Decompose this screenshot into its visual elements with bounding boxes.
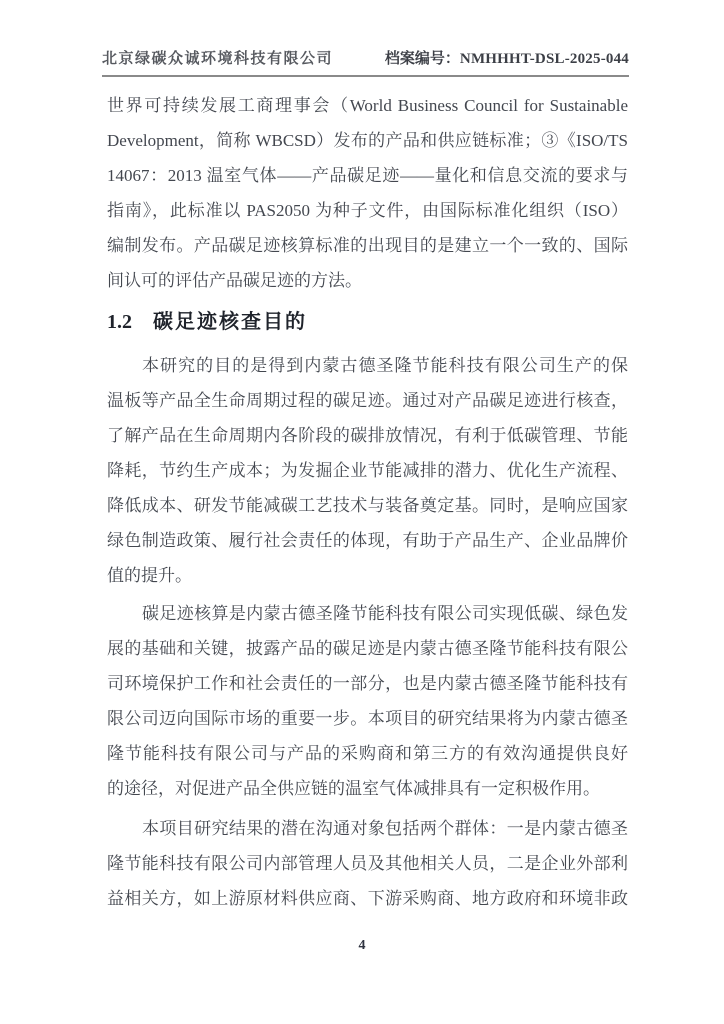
text-line: 14067：2013 温室气体——产品碳足迹——量化和信息交流的要求与: [107, 166, 628, 185]
text-line: 隆节能科技有限公司内部管理人员及其他相关人员，二是企业外部利: [107, 854, 628, 873]
text-line: 降耗，节约生产成本；为发掘企业节能减排的潜力、优化生产流程、: [107, 461, 628, 480]
header-doc-number: [385, 47, 629, 68]
text-line: 指南》，此标准以 PAS2050 为种子文件，由国际标准化组织（ISO）: [107, 201, 628, 220]
section-number: 1.2: [107, 311, 132, 333]
text-line: 本项目研究结果的潜在沟通对象包括两个群体：一是内蒙古德圣: [142, 819, 628, 838]
text-line: 世界可持续发展工商理事会（World Business Council for Sustainable: [107, 96, 628, 115]
text-line: 温板等产品全生命周期过程的碳足迹。通过对产品碳足迹进行核查，: [107, 391, 628, 410]
paragraph-purpose: [107, 348, 628, 593]
text-line: 值的提升。: [107, 566, 192, 585]
paragraph-continued: [107, 88, 628, 298]
text-line: 限公司迈向国际市场的重要一步。本项目的研究结果将为内蒙古德圣: [107, 709, 628, 728]
doc-number-label: 档案编号：: [384, 51, 460, 67]
text-line: 司环境保护工作和社会责任的一部分，也是内蒙古德圣隆节能科技有: [107, 674, 628, 693]
header-company-name: 北京绿碳众诚环境科技有限公司: [102, 51, 334, 67]
section-heading-1-2: [107, 305, 628, 340]
page-number: 4: [358, 938, 366, 953]
paragraph-audience: [107, 811, 628, 916]
text-line: Development，简称 WBCSD）发布的产品和供应链标准；③《ISO/TS: [107, 131, 628, 150]
page-header: [102, 47, 629, 77]
text-line: 本研究的目的是得到内蒙古德圣隆节能科技有限公司生产的保: [142, 356, 628, 375]
text-line: 绿色制造政策、履行社会责任的体现，有助于产品生产、企业品牌价: [107, 531, 628, 550]
text-line: 益相关方，如上游原材料供应商、下游采购商、地方政府和环境非政: [107, 889, 628, 908]
text-line: 展的基础和关键，披露产品的碳足迹是内蒙古德圣隆节能科技有限公: [107, 639, 628, 658]
text-line: 降低成本、研发节能减碳工艺技术与装备奠定基。同时，是响应国家: [107, 496, 628, 515]
text-line: 隆节能科技有限公司与产品的采购商和第三方的有效沟通提供良好: [107, 744, 628, 763]
document-body: [107, 88, 628, 916]
page-footer: [0, 938, 724, 954]
text-line: 间认可的评估产品碳足迹的方法。: [107, 271, 362, 290]
text-line: 的途径，对促进产品全供应链的温室气体减排具有一定积极作用。: [107, 779, 600, 798]
section-title: 碳足迹核查目的: [153, 311, 307, 333]
text-line: 了解产品在生命周期内各阶段的碳排放情况，有利于低碳管理、节能: [107, 426, 628, 445]
text-line: 编制发布。产品碳足迹核算标准的出现目的是建立一个一致的、国际: [107, 236, 628, 255]
text-line: 碳足迹核算是内蒙古德圣隆节能科技有限公司实现低碳、绿色发: [142, 604, 628, 623]
paragraph-accounting: [107, 596, 628, 806]
doc-number-value: NMHHHT-DSL-2025-044: [459, 51, 629, 67]
